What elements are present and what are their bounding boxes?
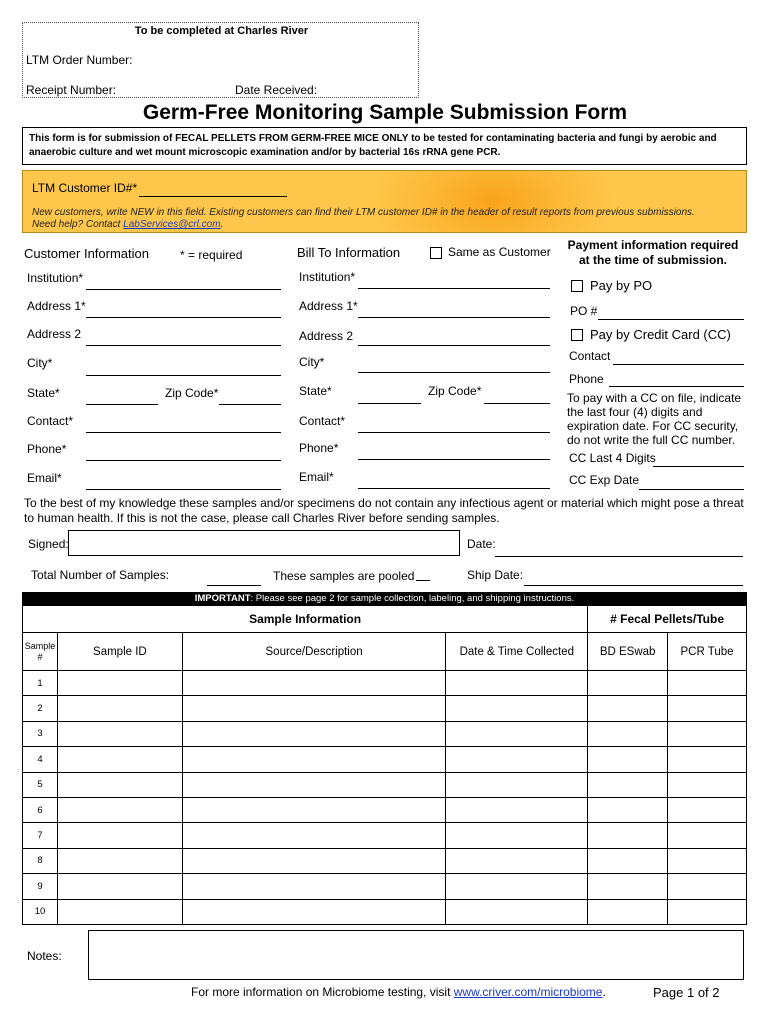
pcr-tube-cell[interactable] xyxy=(668,747,747,772)
notes-field[interactable] xyxy=(88,930,744,980)
sample-id-cell[interactable] xyxy=(57,671,182,696)
date-received-label: Date Received: xyxy=(235,83,318,97)
source-cell[interactable] xyxy=(182,874,446,899)
datetime-cell[interactable] xyxy=(446,671,588,696)
bill-address1-label: Address 1* xyxy=(299,299,358,313)
footer-prefix: For more information on Microbiome testing, visit xyxy=(191,985,454,999)
table-row xyxy=(23,772,747,797)
same-as-customer-checkbox[interactable] xyxy=(430,247,442,259)
row-number: 8 xyxy=(23,848,58,873)
date-field[interactable] xyxy=(495,556,743,557)
source-cell[interactable] xyxy=(182,848,446,873)
col-sample-number-line2: # xyxy=(37,651,43,662)
cust-zip-field[interactable] xyxy=(219,404,281,405)
table-row xyxy=(23,874,747,899)
bill-email-field[interactable] xyxy=(358,488,550,489)
table-group-header xyxy=(23,606,747,633)
microbiome-link[interactable]: www.criver.com/microbiome xyxy=(453,985,603,999)
footer-text xyxy=(191,985,606,999)
bd-eswab-cell[interactable] xyxy=(588,747,668,772)
lab-use-heading: To be completed at Charles River xyxy=(134,25,309,37)
cust-state-field[interactable] xyxy=(86,404,158,405)
table-row xyxy=(23,899,747,924)
cust-zip-label: Zip Code* xyxy=(165,386,219,400)
pay-by-cc-label: Pay by Credit Card (CC) xyxy=(590,327,731,342)
cust-institution-label: Institution* xyxy=(27,271,84,285)
col-pcr-tube: PCR Tube xyxy=(668,633,747,671)
bd-eswab-cell[interactable] xyxy=(588,696,668,721)
cc-last4-field[interactable] xyxy=(653,466,744,467)
cust-state-label: State* xyxy=(27,386,60,400)
ship-date-field[interactable] xyxy=(524,585,743,586)
customer-id-band xyxy=(22,170,747,233)
col-sample-id: Sample ID xyxy=(57,633,182,671)
bd-eswab-cell[interactable] xyxy=(588,899,668,924)
row-number: 10 xyxy=(23,899,58,924)
pcr-tube-cell[interactable] xyxy=(668,848,747,873)
bill-email-label: Email* xyxy=(299,470,334,484)
sample-id-cell[interactable] xyxy=(57,823,182,848)
sample-id-cell[interactable] xyxy=(57,874,182,899)
bill-state-label: State* xyxy=(299,384,332,398)
row-number: 4 xyxy=(23,747,58,772)
cc-last4-label: CC Last 4 Digits xyxy=(569,451,656,465)
col-bd-eswab: BD ESwab xyxy=(588,633,668,671)
datetime-cell[interactable] xyxy=(446,874,588,899)
table-row xyxy=(23,696,747,721)
table-row xyxy=(23,721,747,746)
pcr-tube-cell[interactable] xyxy=(668,899,747,924)
bill-to-heading: Bill To Information xyxy=(297,245,401,260)
date-label: Date: xyxy=(467,537,496,551)
table-row xyxy=(23,747,747,772)
pcr-tube-cell[interactable] xyxy=(668,823,747,848)
help-period: . xyxy=(220,219,224,230)
row-number: 2 xyxy=(23,696,58,721)
col-sample-number xyxy=(23,633,58,671)
sample-info-group: Sample Information xyxy=(23,606,588,633)
required-note: * = required xyxy=(180,248,243,262)
sample-id-cell[interactable] xyxy=(57,848,182,873)
bill-address1-field[interactable] xyxy=(358,317,550,318)
row-number: 7 xyxy=(23,823,58,848)
total-samples-label: Total Number of Samples: xyxy=(31,568,170,582)
sample-id-cell[interactable] xyxy=(57,696,182,721)
cc-exp-label: CC Exp Date xyxy=(569,473,640,487)
bd-eswab-cell[interactable] xyxy=(588,671,668,696)
bill-state-field[interactable] xyxy=(358,403,421,404)
source-cell[interactable] xyxy=(182,671,446,696)
row-number: 9 xyxy=(23,874,58,899)
bill-contact-field[interactable] xyxy=(358,432,550,433)
bd-eswab-cell[interactable] xyxy=(588,823,668,848)
same-as-customer-label: Same as Customer xyxy=(448,245,551,259)
payment-heading xyxy=(556,238,750,268)
col-source: Source/Description xyxy=(182,633,446,671)
notes-label: Notes: xyxy=(27,949,62,963)
customer-id-note-line1: New customers, write NEW in this field. Existing customers can find their LTM customer ID# in the header of result reports from previous submissions. xyxy=(32,207,695,218)
pcr-tube-cell[interactable] xyxy=(668,696,747,721)
cust-email-label: Email* xyxy=(27,471,62,485)
signature-field[interactable] xyxy=(68,530,460,556)
bill-contact-label: Contact* xyxy=(299,414,346,428)
page-title: Germ-Free Monitoring Sample Submission Form xyxy=(142,101,628,124)
bill-institution-field[interactable] xyxy=(358,288,550,289)
cust-address2-field[interactable] xyxy=(86,345,281,346)
cust-address2-label: Address 2 xyxy=(27,327,82,341)
customer-info-heading: Customer Information xyxy=(24,246,149,261)
source-cell[interactable] xyxy=(182,696,446,721)
table-row xyxy=(23,848,747,873)
row-number: 1 xyxy=(23,671,58,696)
sample-id-cell[interactable] xyxy=(57,772,182,797)
pooled-field[interactable] xyxy=(416,580,430,581)
sample-table xyxy=(22,605,747,925)
bill-phone-field[interactable] xyxy=(358,459,550,460)
important-text: : Please see page 2 for sample collection, labeling, and shipping instructions. xyxy=(250,593,575,604)
bill-zip-field[interactable] xyxy=(484,403,550,404)
table-row xyxy=(23,797,747,822)
footer-period: . xyxy=(602,985,606,999)
signed-label: Signed: xyxy=(28,537,69,551)
source-cell[interactable] xyxy=(182,721,446,746)
pay-by-po-checkbox[interactable] xyxy=(571,280,583,292)
help-text: Need help? Contact xyxy=(32,219,124,230)
bill-city-field[interactable] xyxy=(358,372,550,373)
pcr-tube-cell[interactable] xyxy=(668,671,747,696)
bd-eswab-cell[interactable] xyxy=(588,772,668,797)
bill-zip-label: Zip Code* xyxy=(428,384,482,398)
cc-phone-field[interactable] xyxy=(609,386,744,387)
col-datetime: Date & Time Collected xyxy=(446,633,588,671)
cust-institution-field[interactable] xyxy=(86,289,281,290)
pay-by-cc-checkbox[interactable] xyxy=(571,329,583,341)
cust-city-label: City* xyxy=(27,356,53,370)
receipt-number-label: Receipt Number: xyxy=(26,83,117,97)
bd-eswab-cell[interactable] xyxy=(588,848,668,873)
payment-heading-line1: Payment information required xyxy=(567,238,739,252)
datetime-cell[interactable] xyxy=(446,696,588,721)
bd-eswab-cell[interactable] xyxy=(588,874,668,899)
source-cell[interactable] xyxy=(182,797,446,822)
bill-institution-label: Institution* xyxy=(299,270,356,284)
po-number-label: PO # xyxy=(570,304,598,318)
row-number: 3 xyxy=(23,721,58,746)
source-cell[interactable] xyxy=(182,899,446,924)
cust-phone-label: Phone* xyxy=(27,442,67,456)
datetime-cell[interactable] xyxy=(446,899,588,924)
cc-contact-label: Contact xyxy=(569,349,611,363)
lab-services-email-link[interactable]: LabServices@crl.com xyxy=(123,219,221,230)
source-cell[interactable] xyxy=(182,772,446,797)
bd-eswab-cell[interactable] xyxy=(588,797,668,822)
important-banner xyxy=(22,592,747,605)
sample-id-cell[interactable] xyxy=(57,797,182,822)
pcr-tube-cell[interactable] xyxy=(668,874,747,899)
payment-heading-line2: at the time of submission. xyxy=(578,253,728,267)
source-cell[interactable] xyxy=(182,747,446,772)
sample-id-cell[interactable] xyxy=(57,721,182,746)
row-number: 6 xyxy=(23,797,58,822)
bill-address2-field[interactable] xyxy=(358,345,550,346)
intro-text: This form is for submission of FECAL PELLETS FROM GERM-FREE MICE ONLY to be tested for contaminating bacteria and fungi by aerobic and anaerobic culture and wet mount microscopic examination and/or by bacterial 16s rRNA gene PCR. xyxy=(22,127,747,165)
pcr-tube-cell[interactable] xyxy=(668,797,747,822)
datetime-cell[interactable] xyxy=(446,848,588,873)
sample-id-cell[interactable] xyxy=(57,747,182,772)
row-number: 5 xyxy=(23,772,58,797)
cust-phone-field[interactable] xyxy=(86,460,281,461)
source-cell[interactable] xyxy=(182,823,446,848)
cc-phone-label: Phone xyxy=(569,372,604,386)
fecal-pellets-group: # Fecal Pellets/Tube xyxy=(588,606,747,633)
bill-city-label: City* xyxy=(299,355,325,369)
cust-address1-label: Address 1* xyxy=(27,299,86,313)
ship-date-label: Ship Date: xyxy=(467,568,524,582)
cc-note: To pay with a CC on file, indicate the last four (4) digits and expiration date. For CC security, do not write the full CC number. xyxy=(567,391,742,447)
customer-id-label: LTM Customer ID#* xyxy=(32,181,138,195)
page-number: Page 1 of 2 xyxy=(653,985,720,1000)
pcr-tube-cell[interactable] xyxy=(668,772,747,797)
datetime-cell[interactable] xyxy=(446,772,588,797)
bill-phone-label: Phone* xyxy=(299,441,339,455)
cust-address1-field[interactable] xyxy=(86,317,281,318)
ltm-order-label: LTM Order Number: xyxy=(26,53,133,67)
customer-id-note xyxy=(32,207,695,231)
bill-address2-label: Address 2 xyxy=(299,329,354,343)
total-samples-field[interactable] xyxy=(207,585,261,586)
datetime-cell[interactable] xyxy=(446,797,588,822)
po-number-field[interactable] xyxy=(598,319,744,320)
datetime-cell[interactable] xyxy=(446,721,588,746)
col-sample-number-line1: Sample xyxy=(24,640,56,651)
cust-city-field[interactable] xyxy=(86,375,281,376)
cust-contact-label: Contact* xyxy=(27,414,74,428)
pooled-label: These samples are pooled xyxy=(273,569,415,583)
pcr-tube-cell[interactable] xyxy=(668,721,747,746)
lab-use-box xyxy=(22,22,419,98)
customer-id-note-line2 xyxy=(32,219,695,231)
cc-exp-field[interactable] xyxy=(639,489,744,490)
bd-eswab-cell[interactable] xyxy=(588,721,668,746)
cust-contact-field[interactable] xyxy=(86,432,281,433)
customer-id-field[interactable] xyxy=(139,196,287,197)
cc-contact-field[interactable] xyxy=(613,364,744,365)
datetime-cell[interactable] xyxy=(446,823,588,848)
declaration-text: To the best of my knowledge these samples and/or specimens do not contain any infectious agent or material which might pose a threat to human health. If this is not the case, please call Charles River before sending samples. xyxy=(24,496,744,525)
table-row xyxy=(23,671,747,696)
table-column-header xyxy=(23,633,747,671)
pay-by-po-label: Pay by PO xyxy=(590,278,653,293)
sample-id-cell[interactable] xyxy=(57,899,182,924)
important-bold: IMPORTANT xyxy=(194,593,251,604)
table-row xyxy=(23,823,747,848)
datetime-cell[interactable] xyxy=(446,747,588,772)
cust-email-field[interactable] xyxy=(86,489,281,490)
